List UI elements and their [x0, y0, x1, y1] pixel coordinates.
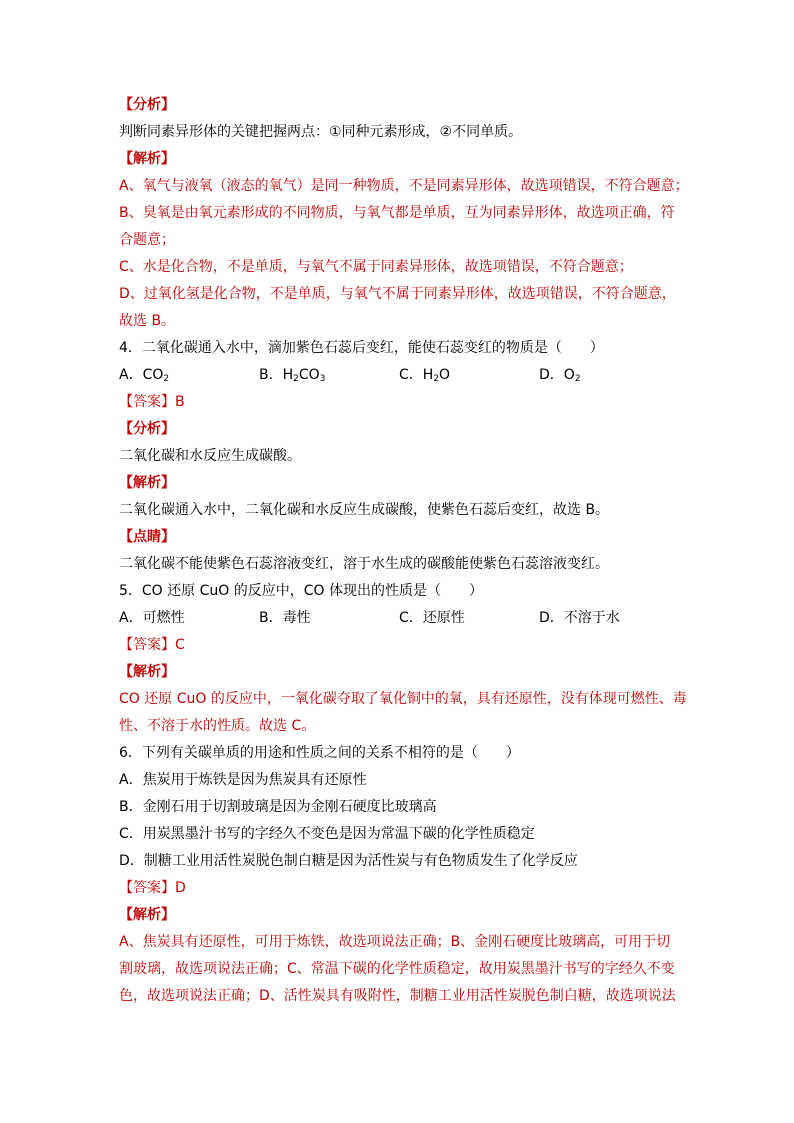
q3-solution-line-b2: 合题意； [119, 232, 175, 248]
q5-option-c: C．还原性 [399, 610, 465, 626]
q5-stem: 5．CO 还原 CuO 的反应中，CO 体现出的性质是（ ） [119, 583, 483, 599]
q4-option-c: C．$H_2O$ [399, 367, 451, 384]
q5-solution-header: 【解析】 [119, 664, 175, 680]
q5-options [119, 605, 679, 632]
q4-analysis-header: 【分析】 [119, 421, 175, 437]
q6-solution-line-1: A、焦炭具有还原性，可用于炼铁，故选项说法正确；B、金刚石硬度比玻璃高，可用于切 [119, 934, 671, 950]
q4-point-header: 【点睛】 [119, 529, 175, 545]
q6-option-b: B．金刚石用于切割玻璃是因为金刚石硬度比玻璃高 [119, 799, 437, 815]
q5-solution-line-1: CO 还原 CuO 的反应中，一氧化碳夺取了氧化铜中的氧，具有还原性，没有体现可燃性、毒 [119, 691, 687, 707]
q4-options [119, 362, 679, 389]
q3-solution-line-d1: D、过氧化氢是化合物，不是单质，与氧气不属于同素异形体，故选项错误，不符合题意， [119, 286, 676, 302]
q4-solution-header: 【解析】 [119, 475, 175, 491]
q4-answer: 【答案】B [119, 394, 185, 410]
q6-option-d: D．制糖工业用活性炭脱色制白糖是因为活性炭与有色物质发生了化学反应 [119, 853, 578, 869]
q4-stem: 4．二氧化碳通入水中，滴加紫色石蕊后变红，能使石蕊变红的物质是（ ） [119, 340, 604, 356]
solution-header: 【解析】 [119, 151, 175, 167]
q5-option-d: D．不溶于水 [539, 610, 620, 626]
q4-option-a: A．$CO_2$ [119, 367, 170, 384]
q3-solution-line-d2: 故选 B。 [119, 313, 176, 329]
q6-solution-line-3: 色，故选项说法正确；D、活性炭具有吸附性，制糖工业用活性炭脱色制白糖，故选项说法 [119, 988, 676, 1004]
q4-solution: 二氧化碳通入水中，二氧化碳和水反应生成碳酸，使紫色石蕊后变红，故选 B。 [119, 502, 610, 518]
q6-answer: 【答案】D [119, 880, 186, 896]
q4-option-b: B．$H_2CO_3$ [259, 367, 326, 384]
q5-answer: 【答案】C [119, 637, 185, 653]
analysis-text: 判断同素异形体的关键把握两点：①同种元素形成，②不同单质。 [119, 124, 523, 140]
q3-solution-line-a: A、氧气与液氧（液态的氧气）是同一种物质，不是同素异形体，故选项错误，不符合题意； [119, 178, 689, 194]
q4-point: 二氧化碳不能使紫色石蕊溶液变红，溶于水生成的碳酸能使紫色石蕊溶液变红。 [119, 556, 609, 572]
q3-solution-line-b1: B、臭氧是由氧元素形成的不同物质，与氧气都是单质，互为同素异形体，故选项正确，符 [119, 205, 675, 221]
q6-solution-header: 【解析】 [119, 907, 175, 923]
q5-solution-line-2: 性、不溶于水的性质。故选 C。 [119, 718, 316, 734]
q5-option-b: B．毒性 [259, 610, 311, 626]
q4-option-d: D．$O_2$ [539, 367, 581, 384]
q3-solution-line-c: C、水是化合物，不是单质，与氧气不属于同素异形体，故选项错误，不符合题意； [119, 259, 633, 275]
q4-analysis: 二氧化碳和水反应生成碳酸。 [119, 448, 301, 464]
analysis-header: 【分析】 [119, 97, 175, 113]
document-page [119, 92, 689, 1010]
q6-solution-line-2: 割玻璃，故选项说法正确；C、常温下碳的化学性质稳定，故用炭黑墨汁书写的字经久不变 [119, 961, 675, 977]
q6-option-c: C．用炭黑墨汁书写的字经久不变色是因为常温下碳的化学性质稳定 [119, 826, 535, 842]
q6-stem: 6．下列有关碳单质的用途和性质之间的关系不相符的是（ ） [119, 745, 520, 761]
q6-option-a: A．焦炭用于炼铁是因为焦炭具有还原性 [119, 772, 367, 788]
q5-option-a: A．可燃性 [119, 610, 185, 626]
